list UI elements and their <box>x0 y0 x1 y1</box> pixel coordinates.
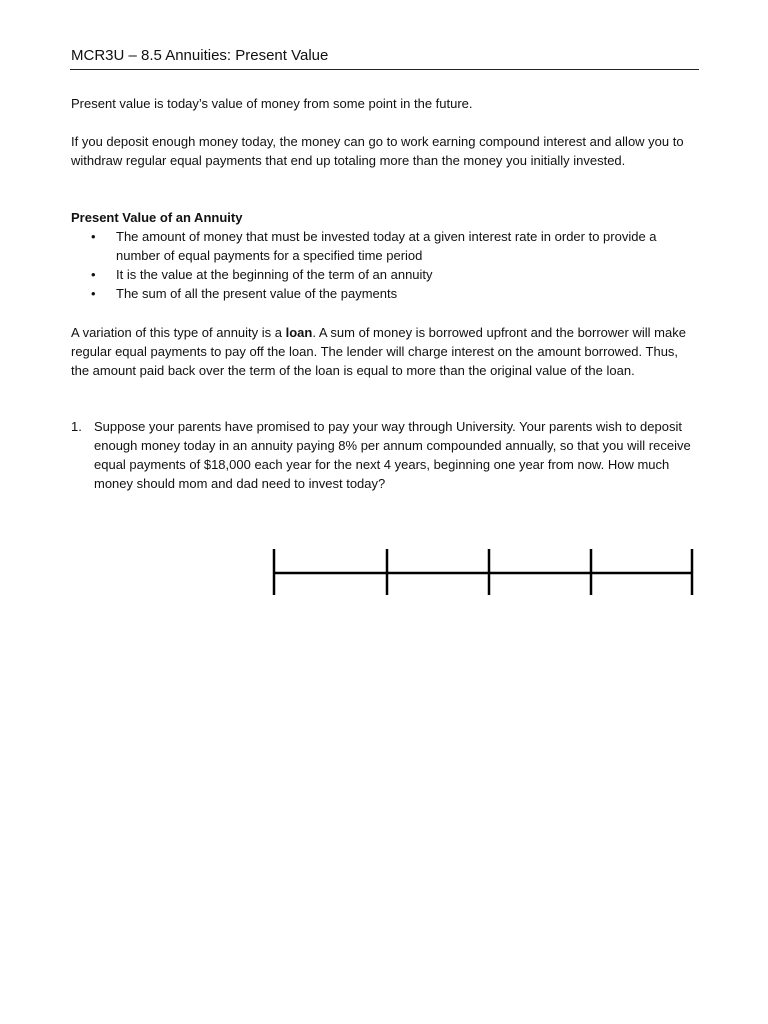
bullet-icon: • <box>91 286 96 301</box>
bullet-text: The amount of money that must be invested today at a given interest rate in order to provide a number of equal payments for a specified time period <box>116 229 657 263</box>
definition-bullet-list <box>71 227 699 303</box>
header-divider <box>70 69 699 70</box>
question-text: Suppose your parents have promised to pay your way through University. Your parents wish to deposit enough money today in an annuity paying 8% per annum compounded annually, so that you will receive equal payments of $18,000 each year for the next 4 years, beginning one year from now. How much money should mom and dad need to invest today? <box>94 419 691 491</box>
bullet-item <box>71 284 699 303</box>
intro-paragraph-2: If you deposit enough money today, the money can go to work earning compound interest and allow you to withdraw regular equal payments that end up totaling more than the money you initially invested. <box>71 134 684 168</box>
bullet-item <box>71 265 699 284</box>
question-number: 1. <box>71 419 82 434</box>
bullet-icon: • <box>91 267 96 282</box>
loan-text-after: . A sum of money is borrowed upfront and the borrower will make regular equal payments to pay off the loan. The lender will charge interest on the amount borrowed. Thus, the amount paid back over the term of the loan is equal to more than the original value of the loan. <box>71 325 686 378</box>
bullet-item <box>71 227 699 265</box>
intro-paragraph-1: Present value is today’s value of money from some point in the future. <box>71 96 473 111</box>
section-heading: Present Value of an Annuity <box>71 210 243 225</box>
loan-text-before: A variation of this type of annuity is a <box>71 325 286 340</box>
bullet-text: It is the value at the beginning of the term of an annuity <box>116 267 433 282</box>
bullet-text: The sum of all the present value of the payments <box>116 286 398 301</box>
page-title: MCR3U – 8.5 Annuities: Present Value <box>71 47 329 64</box>
timeline-diagram <box>270 545 700 601</box>
bullet-icon: • <box>91 229 96 244</box>
loan-paragraph <box>71 323 699 380</box>
question-1 <box>71 417 699 493</box>
loan-term: loan <box>285 325 313 340</box>
